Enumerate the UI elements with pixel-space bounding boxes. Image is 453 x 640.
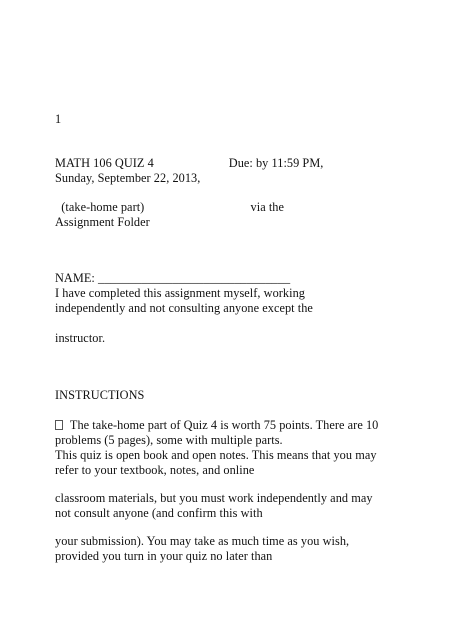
paragraph-2-line-1: classroom materials, but you must work independently and may [55, 491, 373, 505]
paragraph-1-line-4: refer to your textbook, notes, and online [55, 463, 255, 477]
quiz-title-line: MATH 106 QUIZ 4 Due: by 11:59 PM, [55, 156, 324, 170]
paragraph-1-line-1-text: The take-home part of Quiz 4 is worth 75 points. There are 10 [67, 418, 379, 432]
paragraph-1-line-2: problems (5 pages), some with multiple parts. [55, 433, 283, 447]
paragraph-3-line-1: your submission). You may take as much time as you wish, [55, 534, 350, 548]
missing-glyph-icon [55, 420, 63, 430]
paragraph-3-line-2: provided you turn in your quiz no later than [55, 549, 273, 563]
honor-statement-line-3: instructor. [55, 331, 106, 345]
paragraph-2-line-2: not consult anyone (and confirm this with [55, 506, 263, 520]
honor-statement-line-2: independently and not consulting anyone except the [55, 301, 313, 315]
page-number: 1 [55, 112, 62, 126]
honor-statement-line-1: I have completed this assignment myself, working [55, 286, 305, 300]
assignment-folder-line: Assignment Folder [55, 215, 150, 229]
instructions-heading: INSTRUCTIONS [55, 388, 145, 402]
name-field-line: NAME: _______________________________ [55, 271, 291, 285]
paragraph-1-line-3: This quiz is open book and open notes. This means that you may [55, 448, 377, 462]
paragraph-1-line-1 [55, 418, 378, 433]
take-home-line: (take-home part) via the [55, 200, 285, 214]
due-date-line: Sunday, September 22, 2013, [55, 171, 201, 185]
